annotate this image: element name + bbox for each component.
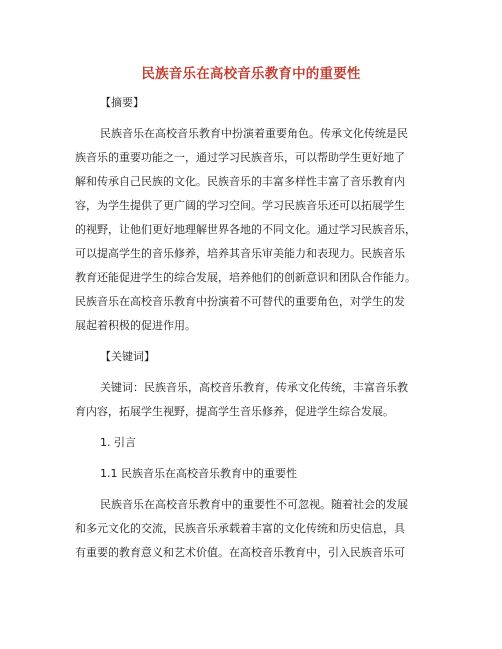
abstract-line: 民族音乐在高校音乐教育中扮演着不可替代的重要角色，对学生的发 (75, 295, 405, 308)
abstract-line: 可以提高学生的音乐修养，培养其音乐审美能力和表现力。民族音乐 (75, 247, 405, 260)
document-title: 民族音乐在高校音乐教育中的重要性 (141, 66, 361, 82)
body-line: 和多元文化的交流，民族音乐承载着丰富的文化传统和历史信息，具 (75, 522, 405, 535)
keywords-line: 育内容，拓展学生视野，提高学生音乐修养，促进学生综合发展。 (75, 405, 394, 418)
body-line: 有重要的教育意义和艺术价值。在高校音乐教育中，引入民族音乐可 (75, 546, 405, 559)
abstract-line: 容，为学生提供了更广阔的学习空间。学习民族音乐还可以拓展学生 (75, 199, 405, 212)
abstract-heading: 【摘要】 (100, 96, 144, 109)
subsection-heading: 1.1 民族音乐在高校音乐教育中的重要性 (100, 467, 297, 480)
abstract-line: 展起着积极的促进作用。 (75, 319, 196, 332)
section-heading: 1. 引言 (100, 436, 136, 449)
body-line: 民族音乐在高校音乐教育中的重要性不可忽视。随着社会的发展 (100, 498, 408, 511)
abstract-line: 解和传承自己民族的文化。民族音乐的丰富多样性丰富了音乐教育内 (75, 175, 405, 188)
keywords-line: 关键词：民族音乐，高校音乐教育，传承文化传统，丰富音乐教 (100, 381, 408, 394)
abstract-line: 教育还能促进学生的综合发展，培养他们的创新意识和团队合作能力。 (75, 271, 416, 284)
keywords-heading: 【关键词】 (100, 350, 155, 363)
abstract-line: 民族音乐在高校音乐教育中扮演着重要角色。传承文化传统是民 (100, 127, 408, 140)
abstract-line: 族音乐的重要功能之一，通过学习民族音乐，可以帮助学生更好地了 (75, 151, 405, 164)
abstract-line: 的视野，让他们更好地理解世界各地的不同文化。通过学习民族音乐， (75, 223, 416, 236)
